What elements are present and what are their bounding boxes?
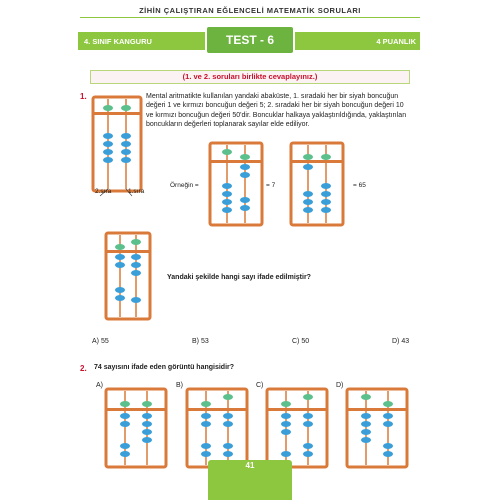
question-1-number: 1. — [80, 92, 87, 101]
q2-option-c-abacus[interactable] — [266, 388, 328, 468]
q2-option-b-letter[interactable]: B) — [176, 382, 183, 389]
q2-option-d-letter[interactable]: D) — [336, 382, 344, 389]
grade-label: 4. SINIF KANGURU — [84, 37, 152, 46]
column-1-label: 1.sıra — [128, 188, 145, 195]
question-2-number: 2. — [80, 364, 87, 373]
q2-option-a-abacus[interactable] — [105, 388, 167, 468]
q1-option-b[interactable]: B) 53 — [192, 338, 209, 345]
q2-option-d-abacus[interactable] — [346, 388, 408, 468]
question-1-text: Mental aritmatikte kullanılan yandaki abaküste, 1. sıradaki her bir siyah boncuğun değeri 1 ve kırmızı boncuğun değeri 5; 2. sıradaki her bir siyah boncuğun değeri 10 ve kırmızı boncuğun değeri 50'dir. Boncuklar halkaya yaklaştırıldığında, yaklaştırılan boncukların değerleri toplanarak sayılar elde ediliyor. — [146, 93, 407, 129]
q2-option-c-letter[interactable]: C) — [256, 382, 264, 389]
q2-option-a-letter[interactable]: A) — [96, 382, 103, 389]
example-label: Örneğin = — [170, 182, 199, 189]
abacus-example-2 — [290, 142, 344, 226]
test-title: TEST - 6 — [205, 25, 295, 55]
question-2-prompt: 74 sayısını ifade eden görüntü hangisidir? — [94, 364, 235, 371]
points-label: 4 PUANLIK — [376, 37, 416, 46]
title-divider — [80, 17, 420, 18]
example-1-value: = 7 — [266, 182, 276, 189]
page-number: 41 — [245, 461, 255, 470]
q2-option-b-abacus[interactable] — [186, 388, 248, 468]
q1-option-d[interactable]: D) 43 — [392, 338, 410, 345]
abacus-main — [92, 96, 142, 192]
q1-option-a[interactable]: A) 55 — [92, 338, 109, 345]
instruction-box: (1. ve 2. soruları birlikte cevaplayınız.) — [90, 70, 410, 84]
abacus-question-1 — [105, 232, 151, 320]
q1-option-c[interactable]: C) 50 — [292, 338, 310, 345]
question-1-prompt: Yandaki şekilde hangi sayı ifade edilmiştir? — [167, 274, 311, 281]
example-2-value: = 65 — [353, 182, 366, 189]
column-2-label: 2.sıra — [95, 188, 112, 195]
book-title: ZİHİN ÇALIŞTIRAN EĞLENCELİ MATEMATİK SORULARI — [139, 6, 361, 15]
abacus-example-1 — [209, 142, 263, 226]
